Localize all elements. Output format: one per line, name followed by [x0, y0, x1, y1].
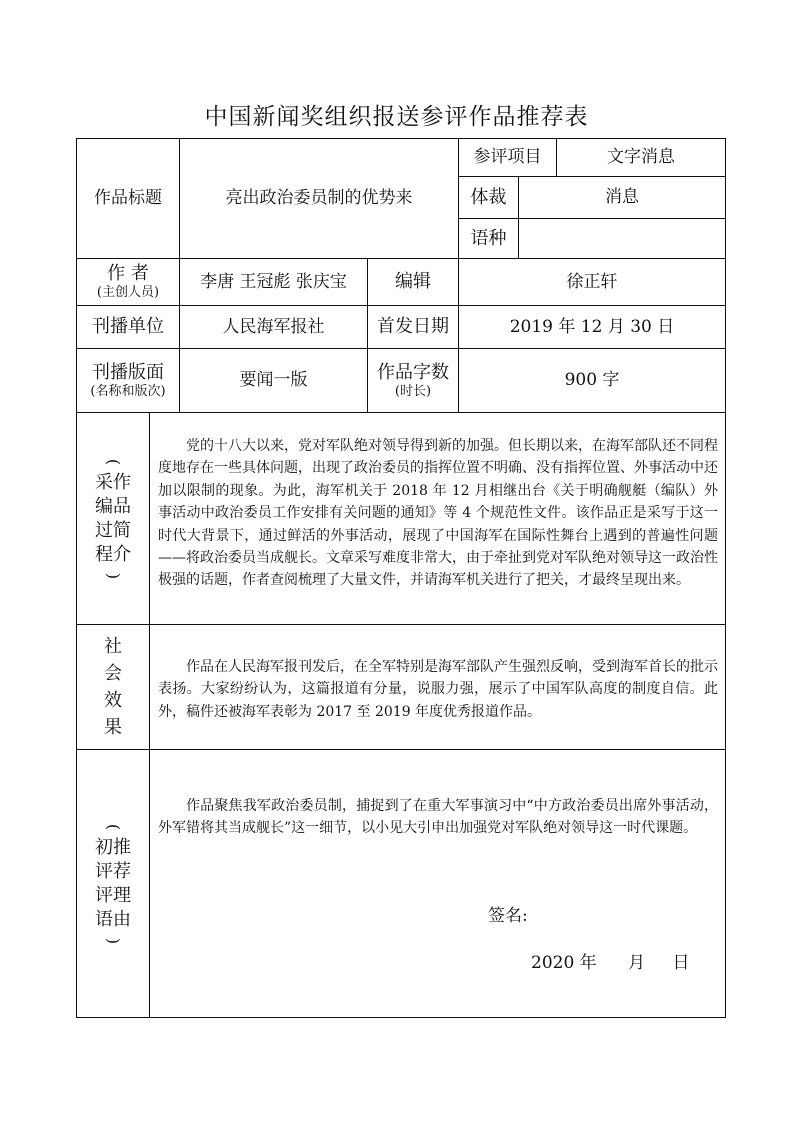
- divider: [76, 749, 726, 750]
- category-value: 文字消息: [607, 147, 675, 168]
- form-title: 中国新闻奖组织报送参评作品推荐表: [204, 104, 589, 130]
- language-label: 语种: [470, 227, 507, 249]
- process-label: [77, 413, 149, 624]
- genre-value: 消息: [605, 187, 639, 208]
- divider: [149, 412, 150, 1018]
- work-title-value: 亮出政治委员制的优势来: [225, 188, 413, 209]
- table-border-bottom: [76, 1017, 726, 1018]
- first-date-label: 首发日期: [377, 316, 449, 338]
- page-value: 要闻一版: [239, 370, 308, 391]
- date-year: 2020 年: [531, 953, 597, 973]
- word-count-note: (时长): [394, 383, 432, 399]
- word-count-value: 900 字: [564, 370, 620, 391]
- author-label-cell: [77, 259, 179, 305]
- table-border-right: [725, 138, 726, 1018]
- signature-date: [531, 948, 689, 973]
- effect-label: [77, 625, 149, 749]
- process-label-line: 采作: [95, 471, 131, 493]
- divider: [76, 412, 726, 413]
- review-label-line: 语由: [95, 908, 131, 930]
- page-note: (名称和版次): [90, 383, 166, 399]
- review-label-line: 评理: [95, 884, 131, 906]
- language-value: [519, 219, 725, 258]
- authors-value: 李唐 王冠彪 张庆宝: [200, 271, 347, 292]
- publisher-label: 刊播单位: [92, 316, 164, 338]
- paren-open: (: [104, 823, 123, 830]
- review-label: [77, 750, 149, 1017]
- editor-label: 编辑: [395, 271, 431, 293]
- signature-label: 签名:: [488, 906, 528, 926]
- editor-value: 徐正轩: [566, 271, 618, 292]
- date-day: 日: [672, 953, 690, 973]
- effect-text: 作品在人民海军报刊发后，在全军特别是海军部队产生强烈反响，受到海军首长的批示表扬。大家纷纷认为，这篇报道有分量，说服力强，展示了中国军队高度的制度自信。此外，稿件还被海军表彰为 2017 至 2019 年度优秀报道作品。: [158, 659, 718, 720]
- word-count-label-cell: [368, 349, 458, 412]
- review-text: 作品聚焦我军政治委员制，捕捉到了在重大军事演习中“中方政治委员出席外事活动，外军错将其当成舰长”这一细节，以小见大引申出加强党对军队绝对领导这一时代课题。: [158, 798, 718, 837]
- paren-open: (: [104, 458, 123, 465]
- author-note: (主创人员): [96, 285, 160, 300]
- process-label-line: 编品: [95, 495, 131, 517]
- page-label: 刊播版面: [92, 361, 164, 383]
- work-title-label: 作品标题: [94, 188, 162, 209]
- paren-close: ): [104, 572, 123, 579]
- word-count-label: 作品字数: [377, 361, 449, 383]
- process-label-line: 程介: [95, 543, 131, 565]
- review-label-line: 初推: [95, 836, 131, 858]
- process-text: 党的十八大以来，党对军队绝对领导得到新的加强。但长期以来，在海军部队还不同程度地存在一些具体问题，出现了政治委员的指挥位置不明确、没有指挥位置、外事活动中还加以限制的现象。为此，海军机关于 2018 年 12 月相继出台《关于明确舰艇（编队）外事活动中政治委员工作安排有关问题的通知》等 4 个规范性文件。该作品正是采写于这一时代大背景下，通过鲜活的外事活动，展现了中国海军在国际性舞台上遇到的普遍性问题——将政治委员当成舰长。文章采写难度非常大，由于牵扯到党对军队绝对领导这一政治性极强的话题，作者查阅梳理了大量文件，并请海军机关进行了把关，才最终呈现出来。: [158, 438, 718, 589]
- page-label-cell: [77, 349, 179, 412]
- effect-label-char: 会: [104, 663, 122, 684]
- genre-label: 体裁: [470, 186, 507, 208]
- process-label-line: 过简: [95, 519, 131, 541]
- effect-label-char: 果: [104, 717, 122, 738]
- effect-label-char: 社: [104, 636, 122, 657]
- paren-close: ): [104, 937, 123, 944]
- date-month: 月: [628, 953, 646, 973]
- review-label-line: 评荐: [95, 860, 131, 882]
- effect-label-char: 效: [104, 690, 122, 711]
- first-date-value: 2019 年 12 月 30 日: [509, 316, 675, 337]
- author-label: 作 者: [107, 263, 149, 285]
- publisher-value: 人民海军报社: [222, 316, 325, 337]
- category-label: 参评项目: [473, 147, 542, 168]
- divider: [76, 624, 726, 625]
